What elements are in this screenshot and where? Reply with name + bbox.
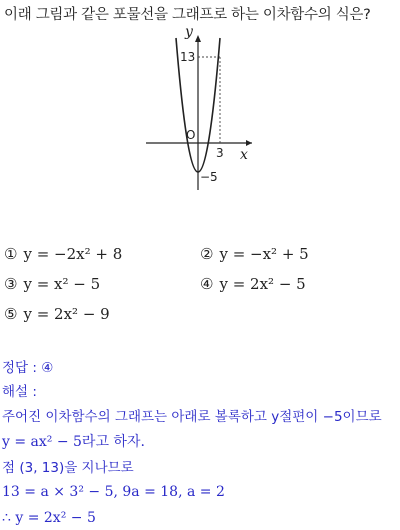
x-axis-label: x <box>240 147 248 163</box>
solution-line: 주어진 이차함수의 그래프는 아래로 볼록하고 y절편이 −5이므로 <box>2 409 382 425</box>
option-number: ③ <box>4 275 18 293</box>
y-axis-arrow <box>195 35 201 42</box>
option-number: ④ <box>200 275 214 293</box>
question-text: 이래 그림과 같은 포물선을 그래프로 하는 이차함수의 식은? <box>4 7 371 23</box>
solution-line: ∴ y = 2x² − 5 <box>2 510 96 526</box>
option-expression: y = 2x² − 5 <box>219 275 306 293</box>
tick-label-3: 3 <box>216 146 224 160</box>
option-1[interactable] <box>4 245 122 263</box>
solution-line: 13 = a × 3² − 5, 9a = 18, a = 2 <box>2 484 225 500</box>
option-2[interactable] <box>200 245 309 263</box>
answer-line: 정답 : ④ <box>2 360 54 376</box>
option-expression: y = −2x² + 8 <box>23 245 123 263</box>
solution-heading: 해설 : <box>2 384 37 400</box>
solution-line: y = ax² − 5라고 하자. <box>2 434 145 450</box>
origin-label: O <box>186 128 196 142</box>
option-number: ⑤ <box>4 305 18 323</box>
y-axis-label: y <box>185 24 193 40</box>
tick-label-neg5: −5 <box>200 170 218 184</box>
option-5[interactable] <box>4 305 110 323</box>
option-expression: y = −x² + 5 <box>219 245 309 263</box>
option-3[interactable] <box>4 275 100 293</box>
option-number: ① <box>4 245 18 263</box>
option-4[interactable] <box>200 275 306 293</box>
option-expression: y = x² − 5 <box>23 275 101 293</box>
option-number: ② <box>200 245 214 263</box>
x-axis-arrow <box>246 140 252 146</box>
option-expression: y = 2x² − 9 <box>23 305 110 323</box>
solution-line: 점 (3, 13)을 지나므로 <box>2 460 134 476</box>
parabola-graph <box>0 0 400 200</box>
tick-label-13: 13 <box>180 50 196 64</box>
